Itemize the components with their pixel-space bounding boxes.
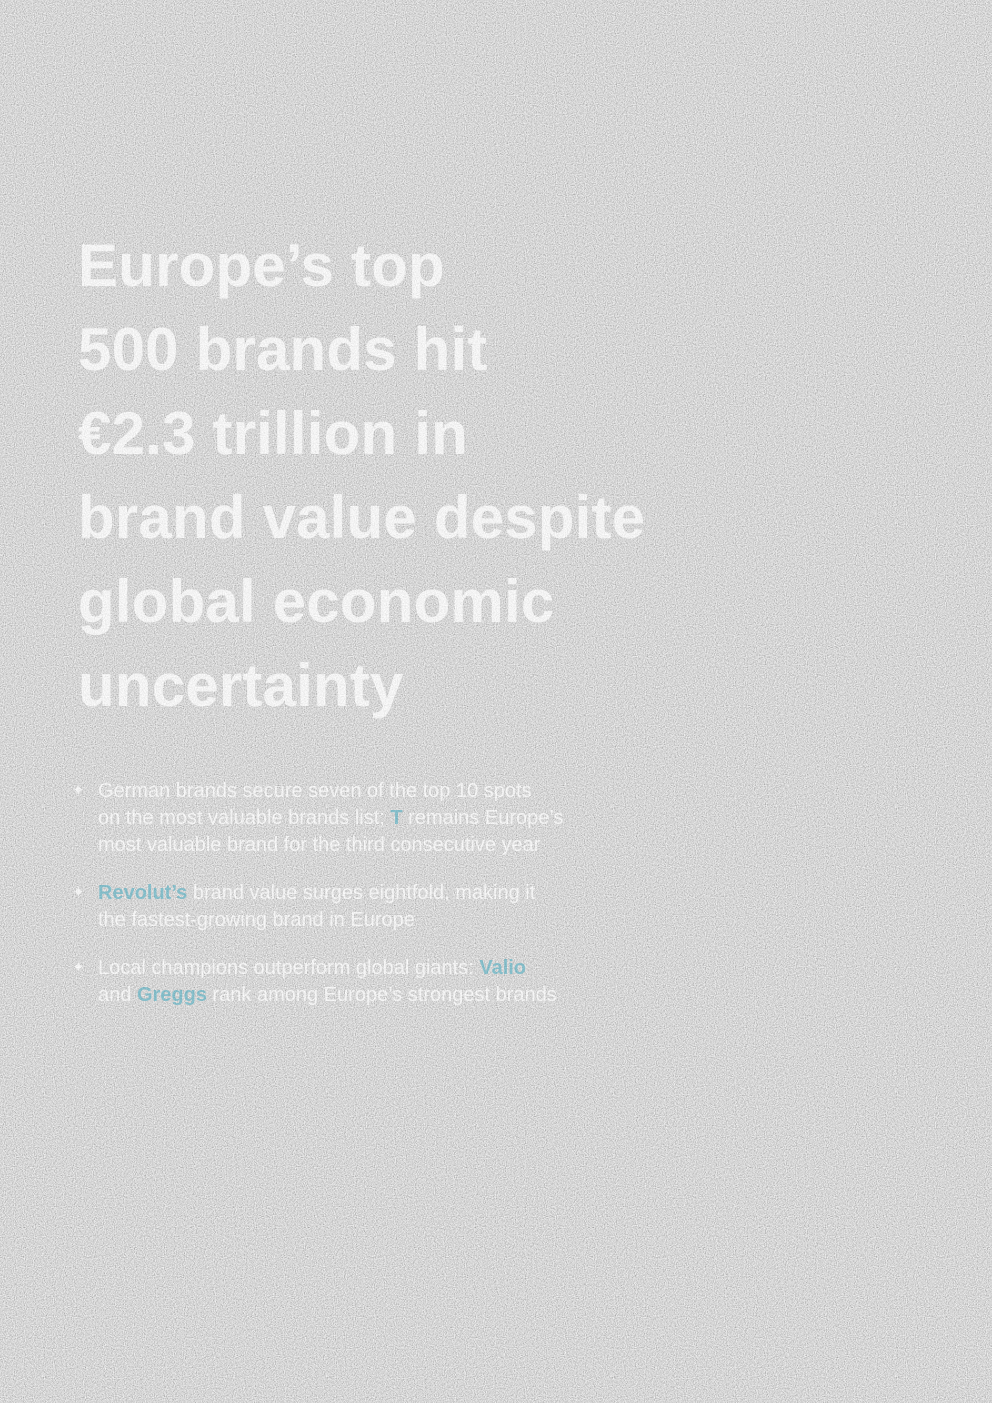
page-title <box>78 224 645 728</box>
bullet-text: Revolut’s brand value surges eightfold, making it the fastest-growing brand in Europe <box>98 882 536 931</box>
page-title-line: €2.3 trillion in <box>78 400 468 467</box>
brand-highlight: Valio <box>479 957 527 979</box>
bullet-point <box>72 778 563 859</box>
bullet-text: Local champions outperform global giants: Valio and Greggs rank among Europe’s strongest brands <box>98 957 557 1006</box>
sparkle-bullet-icon: ✦ <box>72 782 85 799</box>
sparkle-bullet-icon: ✦ <box>72 959 85 976</box>
bullet-point <box>72 880 563 934</box>
bullet-text: German brands secure seven of the top 10 spots on the most valuable brands list; T remains Europe’s most valuable brand for the third consecutive year <box>98 780 564 856</box>
brand-highlight: T <box>390 807 403 829</box>
page-title-line: global economic <box>78 568 555 635</box>
page-title-line: uncertainty <box>78 652 404 719</box>
page-title-line: Europe’s top <box>78 232 445 299</box>
page-title-line: 500 brands hit <box>78 316 488 383</box>
brand-highlight: Greggs <box>136 984 207 1006</box>
bullet-point <box>72 955 563 1009</box>
page-title-line: brand value despite <box>78 484 646 551</box>
brand-highlight: Revolut’s <box>98 882 188 904</box>
key-points-list <box>72 778 563 1030</box>
sparkle-bullet-icon: ✦ <box>72 884 85 901</box>
